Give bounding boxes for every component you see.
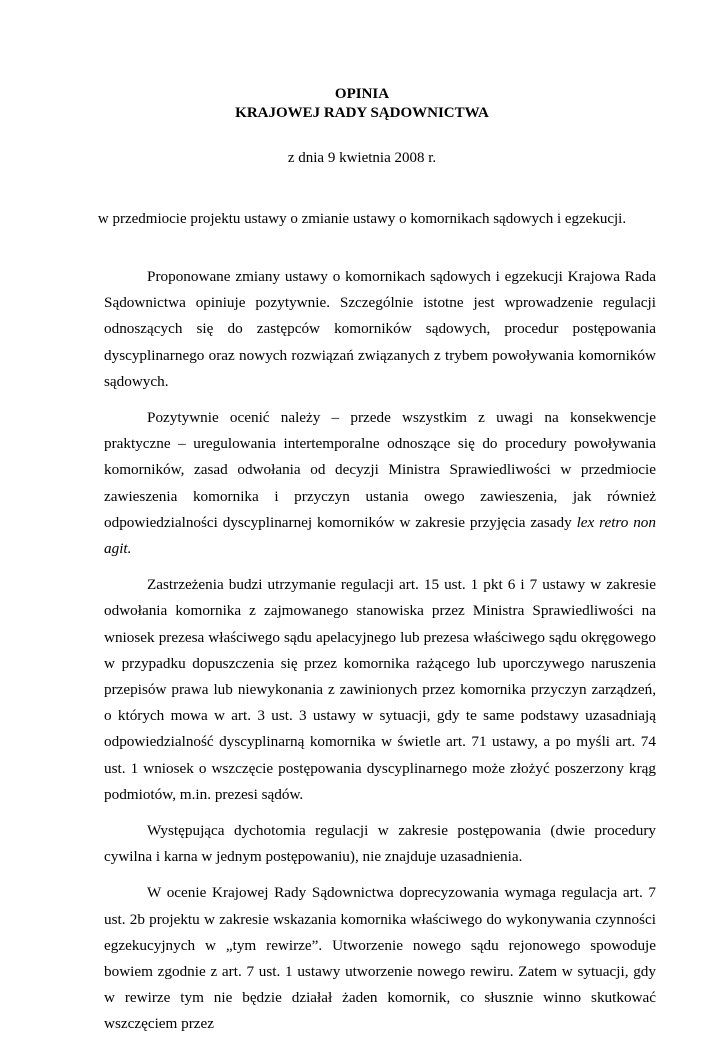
- paragraph-4: [104, 818, 656, 870]
- paragraph-4-text: Występująca dychotomia regulacji w zakresie postępowania (dwie procedury cywilna i karna w jednym postępowaniu), nie znajduje uzasadnienia.: [104, 822, 656, 866]
- document-body: [104, 264, 656, 1038]
- paragraph-3: [104, 572, 656, 808]
- paragraph-1-text: Proponowane zmiany ustawy o komornikach sądowych i egzekucji Krajowa Rada Sądownictwa opiniuje pozytywnie. Szczególnie istotne jest wprowadzenie regulacji odnoszących się do zastępców komorników sądowych, procedur postępowania dyscyplinarnego oraz nowych rozwiązań związanych z trybem powoływania komorników sądowych.: [104, 268, 656, 390]
- paragraph-5-text: W ocenie Krajowej Rady Sądownictwa doprecyzowania wymaga regulacja art. 7 ust. 2b projektu w zakresie wskazania komornika właściwego do wykonywania czynności egzekucyjnych w „tym rewirze”. Utworzenie nowego sądu rejonowego spowoduje bowiem zgodnie z art. 7 ust. 1 ustawy utworzenie nowego rewiru. Zatem w sytuacji, gdy w rewirze tym nie będzie działał żaden komornik, co słusznie winno skutkować wszczęciem przez: [104, 884, 656, 1033]
- document-title: OPINIA: [334, 86, 390, 102]
- paragraph-2-text: Pozytywnie ocenić należy – przede wszystkim z uwagi na konsekwencje praktyczne – uregulowania intertemporalne odnoszące się do procedury powoływania komorników, zasad odwołania od decyzji Ministra Sprawiedliwości w przedmiocie zawieszenia komornika i przyczyn ustania owego zawieszenia, jak również odpowiedzialności dyscyplinarnej komorników w zakresie przyjęcia zasady: [104, 409, 656, 531]
- paragraph-2: [104, 405, 656, 562]
- document-subtitle: KRAJOWEJ RADY SĄDOWNICTWA: [235, 105, 489, 121]
- paragraph-1: [104, 264, 656, 395]
- paragraph-3-text: Zastrzeżenia budzi utrzymanie regulacji art. 15 ust. 1 pkt 6 i 7 ustawy w zakresie odwołania komornika z zajmowanego stanowiska przez Ministra Sprawiedliwości na wniosek prezesa właściwego sądu apelacyjnego lub prezesa właściwego sądu okręgowego w przypadku dopuszczenia się przez komornika rażącego lub uporczywego naruszenia przepisów prawa lub niewykonania z zawinionych przez komornika przyczyn zarządzeń, o których mowa w art. 3 ust. 3 ustawy w sytuacji, gdy te same podstawy uzasadniają odpowiedzialność dyscyplinarną komornika w świetle art. 71 ustawy, a po myśli art. 74 ust. 1 wniosek o wszczęcie postępowania dyscyplinarnego może złożyć poszerzony krąg podmiotów, m.in. prezesi sądów.: [104, 576, 656, 803]
- document-subject: w przedmiocie projektu ustawy o zmianie ustawy o komornikach sądowych i egzekucji.: [97, 211, 627, 227]
- latin-phrase: lex retro non agit.: [104, 513, 656, 558]
- paragraph-5: [104, 880, 656, 1037]
- document-date: z dnia 9 kwietnia 2008 r.: [287, 150, 437, 166]
